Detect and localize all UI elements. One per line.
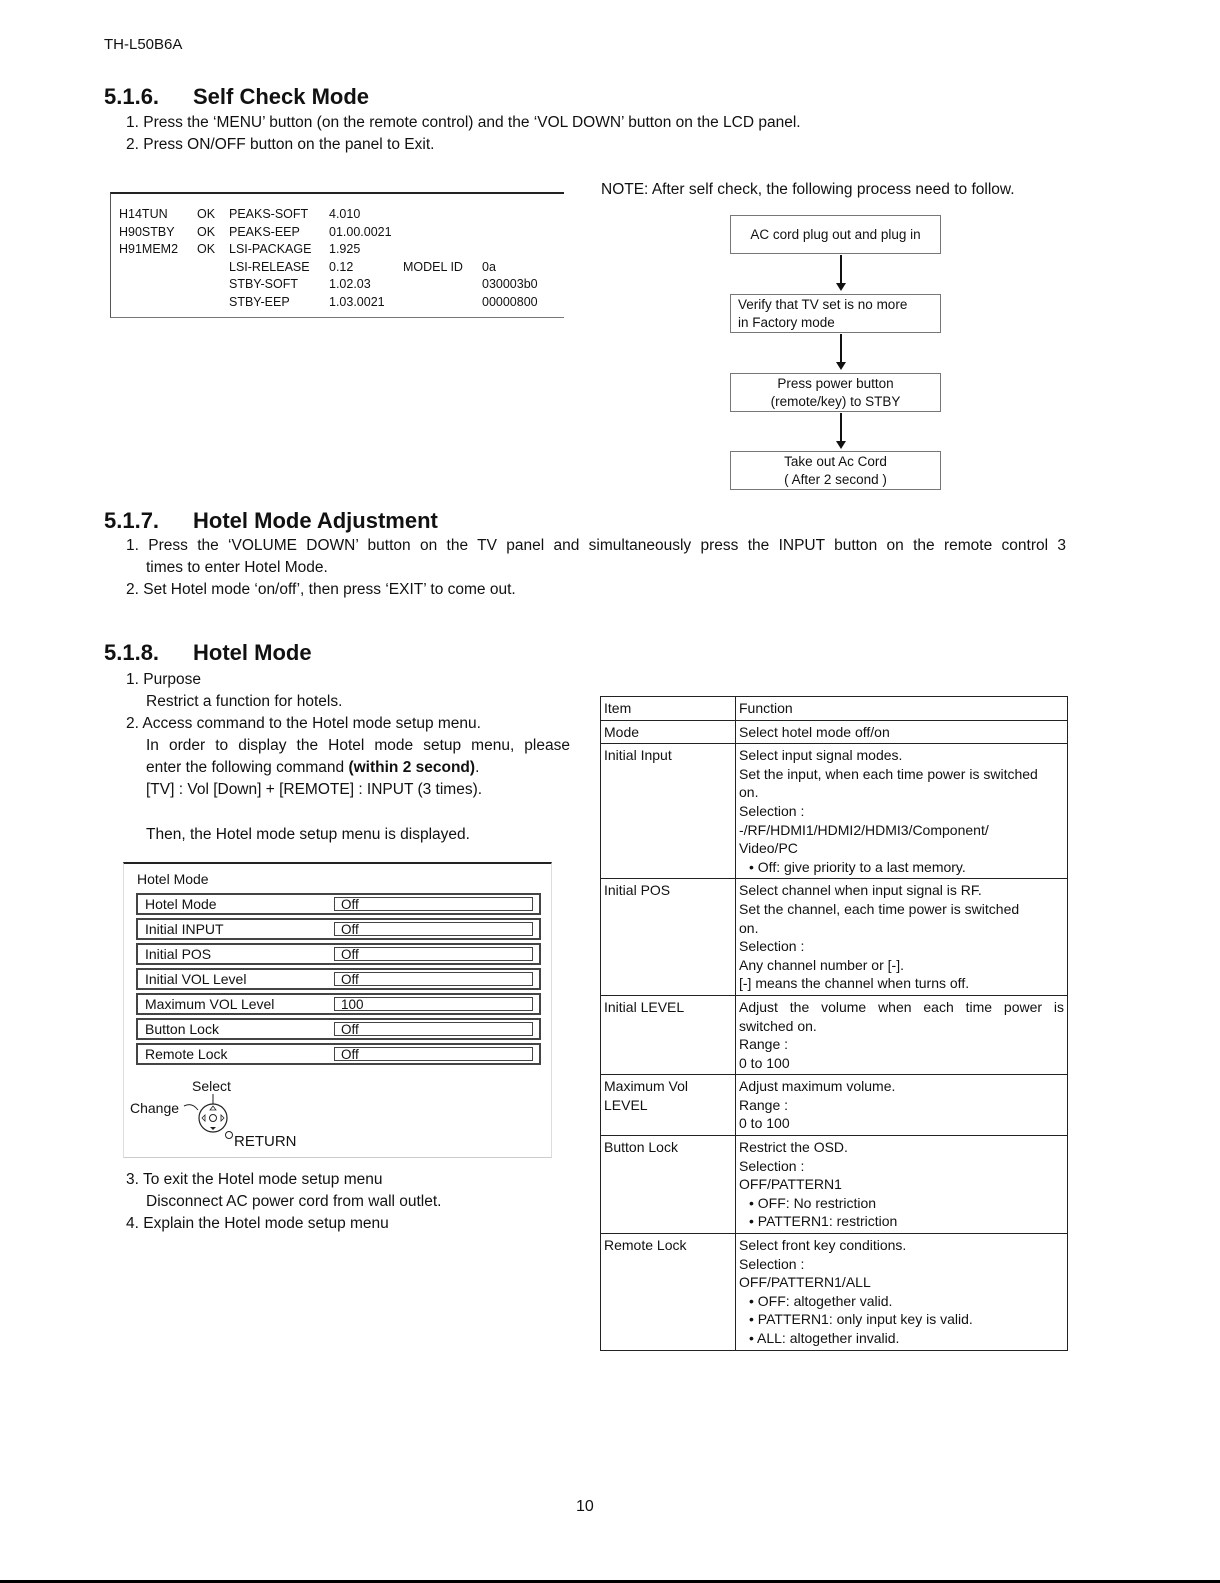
menu-row-value[interactable]: Off	[334, 897, 533, 911]
menu-row[interactable]	[136, 893, 541, 915]
item-cell: Maximum Vol LEVEL	[601, 1075, 736, 1136]
function-cell	[736, 1075, 1068, 1136]
table-header-row	[601, 697, 1068, 721]
section-number: 5.1.7.	[104, 508, 160, 533]
self-check-cell-c3: LSI-RELEASE	[229, 259, 310, 274]
change-label: Change	[130, 1100, 180, 1116]
flowchart-step-text: in Factory mode	[738, 315, 835, 330]
step-text: times to enter Hotel Mode.	[146, 559, 328, 576]
flowchart-step	[730, 294, 941, 333]
function-line: Restrict the OSD.	[739, 1139, 848, 1156]
step-text-post: .	[475, 759, 480, 776]
function-cell	[736, 744, 1068, 879]
function-bullet: • OFF: altogether valid.	[749, 1292, 893, 1309]
step-text: 1. Press the ‘VOLUME DOWN’ button on the TV panel and simultaneously press the INPUT button on the remote control 3	[126, 537, 1066, 554]
step-text: 2. Set Hotel mode ‘on/off’, then press ‘EXIT’ to come out.	[126, 581, 516, 598]
section-518-heading	[104, 640, 312, 666]
table-row	[601, 995, 1068, 1074]
step-text-pre: enter the following command	[146, 759, 349, 776]
section-title: Hotel Mode	[193, 640, 312, 665]
self-check-cell-c4: 1.03.0021	[329, 294, 385, 309]
function-bullet: • ALL: altogether invalid.	[749, 1330, 900, 1346]
menu-row[interactable]	[136, 1018, 541, 1040]
self-check-cell-c3: PEAKS-EEP	[229, 224, 300, 239]
step-text: 4. Explain the Hotel mode setup menu	[126, 1215, 389, 1232]
flowchart-step	[730, 451, 941, 490]
function-cell	[736, 995, 1068, 1074]
self-check-cell-c6: 030003b0	[482, 277, 538, 291]
step-text: [TV] : Vol [Down] + [REMOTE] : INPUT (3 times).	[146, 781, 483, 798]
function-cell	[736, 1234, 1068, 1351]
page-number: 10	[576, 1498, 594, 1515]
function-line: Select front key conditions.	[739, 1237, 907, 1254]
flowchart-step-text: AC cord plug out and plug in	[750, 227, 921, 242]
self-check-cell-c4: 01.00.0021	[329, 224, 392, 239]
self-check-cell-c3: STBY-EEP	[229, 294, 290, 309]
function-line: Any channel number or [-].	[739, 956, 904, 973]
function-cell	[736, 720, 1068, 744]
function-line: Set the channel, each time power is switched	[739, 900, 1020, 917]
menu-row-label: Initial VOL Level	[145, 971, 247, 987]
column-header-function: Function	[736, 697, 1068, 721]
menu-row[interactable]	[136, 918, 541, 940]
self-check-cell-c1: H90STBY	[119, 224, 175, 239]
self-check-cell-c6: 0a	[482, 259, 496, 274]
flowchart-step-text: Press power button	[777, 376, 894, 391]
self-check-cell-c1: H91MEM2	[119, 242, 179, 256]
function-line: OFF/PATTERN1/ALL	[739, 1274, 871, 1291]
hotel-mode-function-table	[600, 696, 1068, 1351]
menu-row-label: Hotel Mode	[145, 896, 217, 912]
column-header-item: Item	[601, 697, 736, 721]
step-text: 2. Press ON/OFF button on the panel to Exit.	[126, 136, 435, 153]
self-check-screen	[110, 192, 564, 318]
table-row	[601, 720, 1068, 744]
function-line: OFF/PATTERN1	[739, 1176, 842, 1193]
step-text: 3. To exit the Hotel mode setup menu	[126, 1171, 383, 1188]
step-text-bold: (within 2 second)	[348, 759, 476, 776]
item-cell: Button Lock	[601, 1136, 736, 1234]
section-title: Self Check Mode	[193, 84, 370, 109]
function-line: Set the input, when each time power is switched	[739, 765, 1038, 782]
function-line: Select channel when input signal is RF.	[739, 882, 982, 899]
item-cell: Initial Input	[601, 744, 736, 879]
flowchart-arrow	[840, 413, 842, 443]
menu-row-value[interactable]: 100	[334, 997, 533, 1011]
flowchart-step-text: Verify that TV set is no more	[738, 297, 908, 312]
step-text: In order to display the Hotel mode setup menu, please	[146, 737, 570, 754]
menu-row-value[interactable]: Off	[334, 1022, 533, 1036]
flowchart-arrow	[840, 334, 842, 364]
function-bullet: • PATTERN1: restriction	[749, 1213, 898, 1230]
menu-row[interactable]	[136, 993, 541, 1015]
arrow-down-icon	[836, 283, 846, 291]
function-line: 0 to 100	[739, 1115, 790, 1132]
menu-row[interactable]	[136, 968, 541, 990]
function-line: Adjust maximum volume.	[739, 1078, 896, 1095]
menu-row-label: Button Lock	[145, 1021, 219, 1037]
menu-row-value[interactable]: Off	[334, 922, 533, 936]
menu-row-value[interactable]: Off	[334, 1047, 533, 1061]
step-text: Disconnect AC power cord from wall outlet.	[146, 1193, 442, 1210]
self-check-cell-c5: MODEL ID	[403, 259, 463, 274]
item-cell: Initial POS	[601, 879, 736, 996]
flowchart-step-text: Take out Ac Cord	[784, 454, 887, 469]
function-line: on.	[739, 919, 759, 936]
self-check-cell-c3: LSI-PACKAGE	[229, 242, 312, 256]
menu-row[interactable]	[136, 943, 541, 965]
step-text	[146, 757, 479, 779]
function-cell	[736, 879, 1068, 996]
section-number: 5.1.6.	[104, 84, 160, 109]
function-line: Select hotel mode off/on	[739, 723, 890, 740]
menu-row-value[interactable]: Off	[334, 972, 533, 986]
table-row	[601, 744, 1068, 879]
function-line: Selection :	[739, 938, 805, 955]
return-label: RETURN	[234, 1133, 297, 1150]
section-517-heading	[104, 508, 438, 534]
remote-dpad-icon	[182, 1092, 242, 1142]
step-text: 2. Access command to the Hotel mode setup menu.	[126, 715, 481, 732]
function-line: [-] means the channel when turns off.	[739, 975, 970, 992]
table-row	[601, 1234, 1068, 1351]
flowchart-step-text: ( After 2 second )	[784, 472, 887, 487]
function-line: Selection :	[739, 802, 805, 819]
flowchart-arrow	[840, 255, 842, 285]
function-bullet: • OFF: No restriction	[749, 1194, 877, 1211]
flowchart-step-text: (remote/key) to STBY	[770, 394, 901, 409]
document-model-header: TH-L50B6A	[104, 36, 183, 53]
section-title: Hotel Mode Adjustment	[193, 508, 438, 533]
self-check-cell-c2: OK	[197, 224, 216, 239]
self-check-cell-c4: 1.02.03	[329, 277, 371, 291]
section-516-heading	[104, 84, 369, 110]
function-line: 0 to 100	[739, 1054, 790, 1071]
function-line: Video/PC	[739, 840, 798, 857]
function-line: -/RF/HDMI1/HDMI2/HDMI3/Component/	[739, 821, 989, 838]
function-line: Range :	[739, 1096, 789, 1113]
function-cell	[736, 1136, 1068, 1234]
self-check-cell-c4: 1.925	[329, 242, 361, 256]
menu-row-value[interactable]: Off	[334, 947, 533, 961]
function-bullet: • PATTERN1: only input key is valid.	[749, 1311, 973, 1328]
menu-row-label: Remote Lock	[145, 1046, 228, 1062]
item-cell: Remote Lock	[601, 1234, 736, 1351]
step-text: Restrict a function for hotels.	[146, 693, 343, 710]
function-bullet: • Off: give priority to a last memory.	[749, 858, 966, 875]
menu-row[interactable]	[136, 1043, 541, 1065]
self-check-cell-c3: PEAKS-SOFT	[229, 207, 309, 221]
flowchart-step	[730, 373, 941, 412]
table-row	[601, 1075, 1068, 1136]
function-line: Select input signal modes.	[739, 747, 903, 764]
note-text: NOTE: After self check, the following process need to follow.	[601, 181, 1015, 198]
menu-row-label: Maximum VOL Level	[145, 996, 275, 1012]
arrow-down-icon	[836, 441, 846, 449]
function-line: Selection :	[739, 1157, 805, 1174]
self-check-cell-c4: 0.12	[329, 259, 354, 274]
arrow-down-icon	[836, 362, 846, 370]
table-row	[601, 1136, 1068, 1234]
self-check-cell-c2: OK	[197, 207, 216, 221]
function-line: Range :	[739, 1036, 789, 1053]
step-text: 1. Press the ‘MENU’ button (on the remote control) and the ‘VOL DOWN’ button on the LCD panel.	[126, 114, 801, 131]
self-check-cell-c3: STBY-SOFT	[229, 277, 298, 291]
hotel-mode-menu-screen	[123, 862, 552, 1158]
self-check-cell-c1: H14TUN	[119, 207, 168, 221]
self-check-cell-c2: OK	[197, 242, 216, 256]
flowchart-step	[730, 215, 941, 254]
menu-row-label: Initial POS	[145, 946, 212, 962]
item-cell: Initial LEVEL	[601, 995, 736, 1074]
table-row	[601, 879, 1068, 996]
function-line: on.	[739, 784, 759, 801]
function-line: Adjust the volume when each time power is switched on.	[739, 998, 1064, 1034]
step-text: Then, the Hotel mode setup menu is displayed.	[146, 826, 470, 843]
step-text: 1. Purpose	[126, 671, 201, 688]
item-cell: Mode	[601, 720, 736, 744]
self-check-cell-c6: 00000800	[482, 294, 538, 309]
menu-row-label: Initial INPUT	[145, 921, 224, 937]
select-label: Select	[192, 1078, 231, 1094]
menu-title: Hotel Mode	[137, 871, 209, 887]
self-check-cell-c4: 4.010	[329, 207, 361, 221]
section-number: 5.1.8.	[104, 640, 160, 665]
function-line: Selection :	[739, 1255, 805, 1272]
